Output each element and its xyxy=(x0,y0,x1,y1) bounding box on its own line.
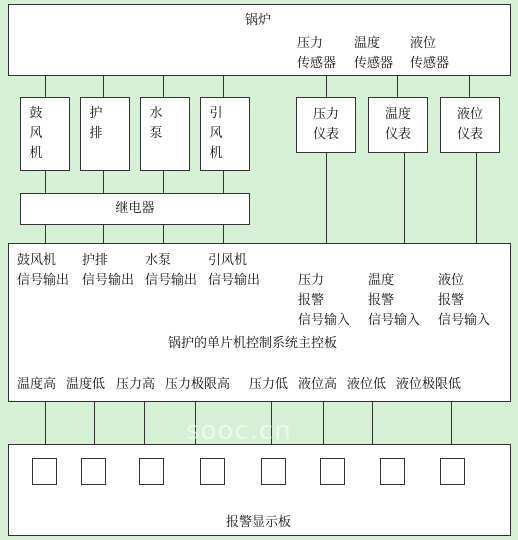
connector-line xyxy=(163,170,164,194)
pressure-sensor-label: 压力 传感器 xyxy=(297,36,337,71)
alarm-level-low: 液位低 xyxy=(347,377,387,392)
relay-label: 继电器 xyxy=(115,201,155,216)
indicator-light xyxy=(261,458,286,485)
connector-line xyxy=(476,152,477,244)
connector-line xyxy=(103,170,104,194)
alarm-level-critical-low: 液位极限低 xyxy=(396,377,462,392)
connector-line xyxy=(323,401,324,445)
connector-line xyxy=(404,152,405,244)
alarm-temp-low: 温度低 xyxy=(66,377,106,392)
induced-fan-label: 引 风 机 xyxy=(209,106,223,161)
indicator-light xyxy=(440,458,465,485)
level-alarm-input-label: 液位 报警 信号输入 xyxy=(438,273,491,328)
display-board-title: 报警显示板 xyxy=(226,515,292,530)
indicator-light xyxy=(32,458,57,485)
alarm-pressure-low: 压力低 xyxy=(249,377,289,392)
boiler-title: 锅炉 xyxy=(245,13,272,28)
connector-line xyxy=(326,152,327,244)
level-meter-label: 液位 仪表 xyxy=(456,107,483,142)
connector-line xyxy=(45,401,46,445)
connector-line xyxy=(451,401,452,445)
connector-line xyxy=(469,75,470,98)
temperature-sensor-label: 温度 传感器 xyxy=(354,36,394,71)
pressure-alarm-input-label: 压力 报警 信号输入 xyxy=(298,273,351,328)
exhaust-output-label: 护排 信号输出 xyxy=(82,253,135,288)
connector-line xyxy=(45,170,46,194)
watermark: sooc.cn xyxy=(186,416,292,446)
exhaust-label: 护 排 xyxy=(89,106,103,141)
indicator-light xyxy=(380,458,405,485)
connector-line xyxy=(103,75,104,98)
indicator-light xyxy=(81,458,106,485)
connector-line xyxy=(103,225,104,244)
temperature-alarm-input-label: 温度 报警 信号输入 xyxy=(368,273,421,328)
level-sensor-label: 液位 传感器 xyxy=(410,36,450,71)
pressure-meter-label: 压力 仪表 xyxy=(312,107,339,142)
blower-output-label: 鼓风机 信号输出 xyxy=(17,253,70,288)
connector-line xyxy=(372,401,373,445)
alarm-temp-high: 温度高 xyxy=(17,377,57,392)
pump-output-label: 水泵 信号输出 xyxy=(145,253,198,288)
alarm-level-high: 液位高 xyxy=(298,377,338,392)
connector-line xyxy=(223,225,224,244)
connector-line xyxy=(397,75,398,98)
connector-line xyxy=(326,75,327,98)
pump-label: 水 泵 xyxy=(149,106,163,141)
connector-line xyxy=(163,225,164,244)
main-board-title: 锅护的单片机控制系统主控板 xyxy=(168,336,338,351)
connector-line xyxy=(223,75,224,98)
temperature-meter-label: 温度 仪表 xyxy=(384,107,411,142)
connector-line xyxy=(223,170,224,194)
alarm-pressure-high: 压力高 xyxy=(116,377,156,392)
connector-line xyxy=(45,225,46,244)
blower-label: 鼓 风 机 xyxy=(29,106,43,161)
connector-line xyxy=(94,401,95,445)
induced-fan-output-label: 引风机 信号输出 xyxy=(208,253,261,288)
indicator-light xyxy=(200,458,225,485)
alarm-pressure-critical-high: 压力极限高 xyxy=(165,377,231,392)
connector-line xyxy=(163,75,164,98)
indicator-light xyxy=(320,458,345,485)
connector-line xyxy=(45,75,46,98)
indicator-light xyxy=(139,458,164,485)
connector-line xyxy=(144,401,145,445)
